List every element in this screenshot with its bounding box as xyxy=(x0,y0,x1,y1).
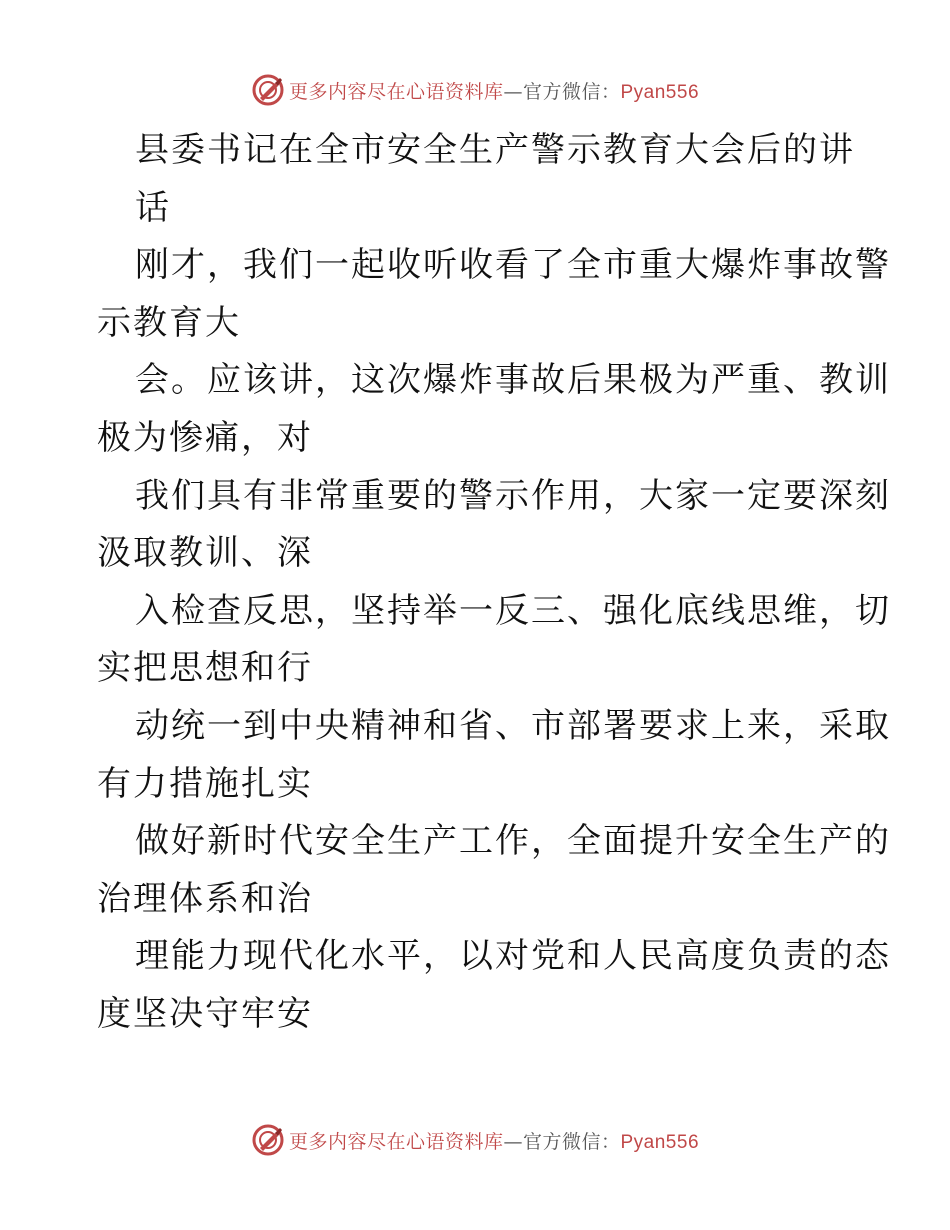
banner-main-text: 更多内容尽在心语资料库 xyxy=(288,1130,504,1153)
doc-line: 理能力现代化水平，以对党和人民高度负责的态 xyxy=(135,936,891,977)
doc-line: 话 xyxy=(135,187,171,228)
pen-nib-logo-icon xyxy=(251,73,285,107)
document-body xyxy=(97,122,891,1044)
pen-nib-logo-icon xyxy=(251,1123,285,1157)
banner-wechat-label: 官方微信： xyxy=(522,80,621,103)
doc-line: 入检查反思，坚持举一反三、强化底线思维，切 xyxy=(135,590,891,631)
footer-watermark-banner xyxy=(0,1120,950,1160)
doc-line: 示教育大 xyxy=(97,302,241,343)
doc-line: 会。应该讲，这次爆炸事故后果极为严重、教训 xyxy=(135,360,891,401)
doc-line: 做好新时代安全生产工作，全面提升安全生产的 xyxy=(135,821,891,862)
banner-separator: — xyxy=(503,1130,523,1153)
doc-line: 汲取教训、深 xyxy=(97,533,313,574)
doc-line: 有力措施扎实 xyxy=(97,763,313,804)
banner-wechat-label: 官方微信： xyxy=(522,1130,621,1153)
doc-line: 县委书记在全市安全生产警示教育大会后的讲 xyxy=(135,130,855,170)
doc-line: 极为惨痛，对 xyxy=(97,417,313,458)
doc-line: 刚才，我们一起收听收看了全市重大爆炸事故警 xyxy=(135,245,891,286)
doc-line: 动统一到中央精神和省、市部署要求上来，采取 xyxy=(135,705,891,746)
doc-line: 我们具有非常重要的警示作用，大家一定要深刻 xyxy=(135,475,891,516)
banner-text xyxy=(289,77,699,104)
header-watermark-banner xyxy=(0,70,950,110)
banner-wechat-id: Pyan556 xyxy=(620,1131,700,1153)
doc-line: 度坚决守牢安 xyxy=(97,993,313,1034)
doc-line: 治理体系和治 xyxy=(97,878,313,919)
banner-separator: — xyxy=(503,80,523,103)
doc-line: 实把思想和行 xyxy=(97,648,313,689)
banner-main-text: 更多内容尽在心语资料库 xyxy=(288,80,504,103)
banner-text xyxy=(289,1127,699,1154)
banner-wechat-id: Pyan556 xyxy=(620,81,700,103)
